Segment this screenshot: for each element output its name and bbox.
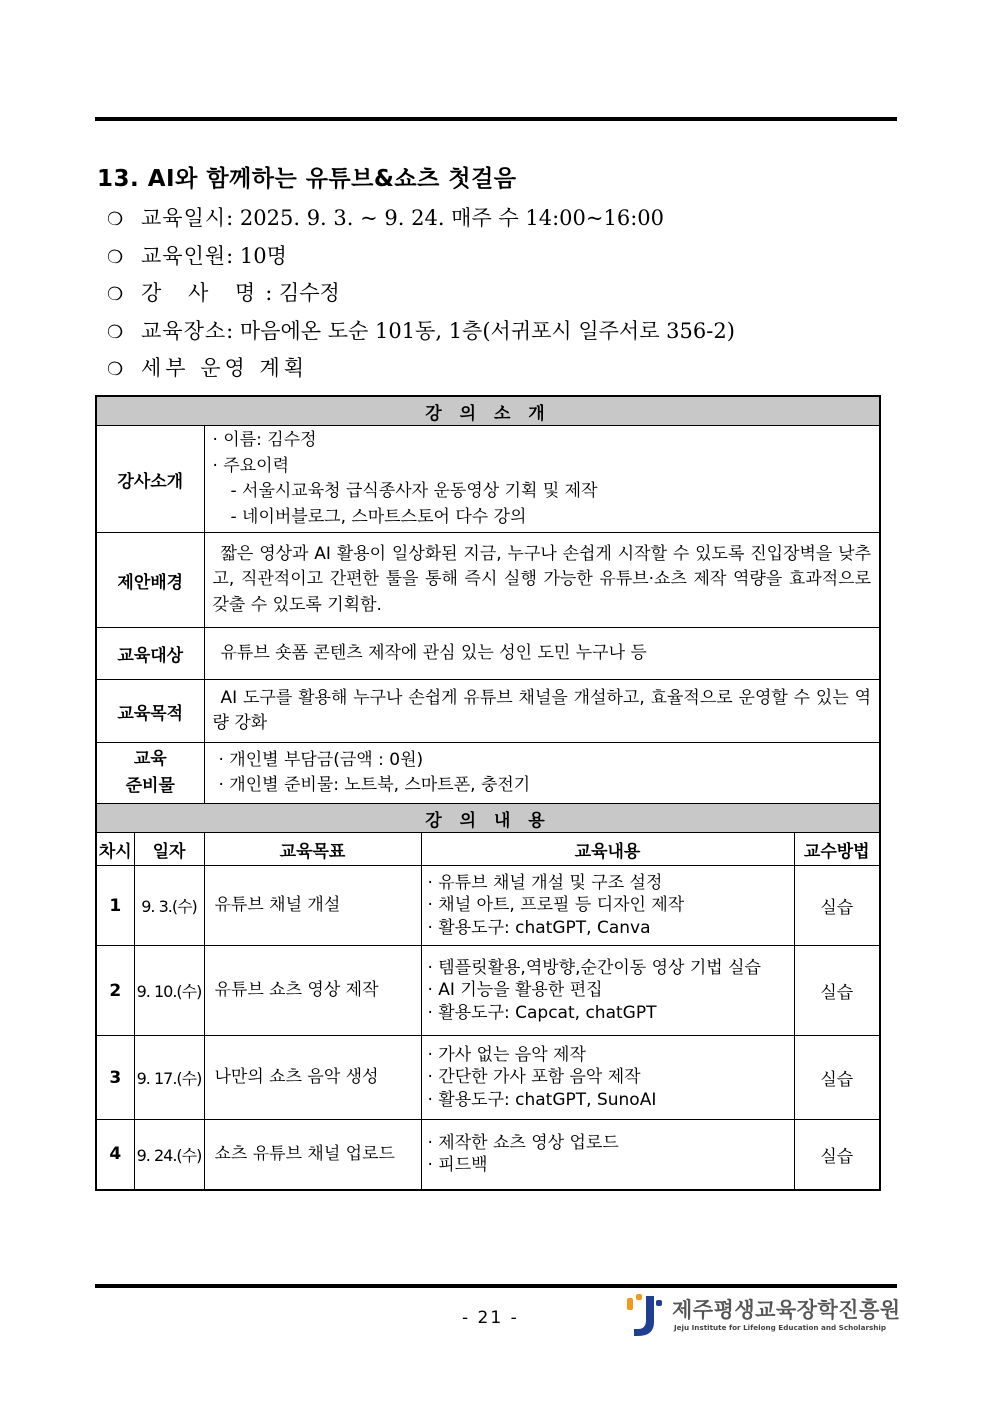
info-item-instructor: ❍ 강 사 명: 김수정 [107, 275, 735, 313]
instructor-cell: · 이름: 김수정 · 주요이력 - 서울시교육청 급식종사자 운동영상 기획 및 제작 - 네이버블로그, 스마트스토어 다수 강의 [204, 426, 880, 533]
col-header-date: 일자 [134, 833, 204, 866]
table-row: 2 9. 10.(수) 유튜브 쇼츠 영상 제작 · 템플릿활용,역방향,순간이동 영상 기법 실습 · AI 기능을 활용한 편집 · 활용도구: Capcat, chatGPT 실습 [96, 946, 880, 1036]
top-rule [95, 117, 897, 121]
col-header-content: 교육내용 [421, 833, 794, 866]
info-item-location: ❍ 교육장소: 마음에온 도순 101동, 1층(서귀포시 일주서로 356-2) [107, 313, 735, 351]
target-text: 유튜브 숏폼 콘텐츠 제작에 관심 있는 성인 도민 누구나 등 [204, 628, 880, 680]
materials-cell: · 개인별 부담금(금액 : 0원) · 개인별 준비물: 노트북, 스마트폰, 충전기 [204, 743, 880, 804]
col-header-method: 교수방법 [794, 833, 880, 866]
table-row: 3 9. 17.(수) 나만의 쇼츠 음악 생성 · 가사 없는 음악 제작 · 간단한 가사 포함 음악 제작 · 활용도구: chatGPT, SunoAI 실습 [96, 1036, 880, 1120]
background-text: 짧은 영상과 AI 활용이 일상화된 지금, 누구나 손쉽게 시작할 수 있도록 진입장벽을 낮추고, 직관적이고 간편한 툴을 통해 즉시 실행 가능한 유튜브·쇼츠 제작 역량을 효과적으로 갖출 수 있도록 기획함. [204, 533, 880, 628]
org-logo [624, 1292, 901, 1340]
objective-text: AI 도구를 활용해 누구나 손쉽게 유튜브 채널을 개설하고, 효율적으로 운영할 수 있는 역량 강화 [204, 680, 880, 743]
col-header-session: 차시 [96, 833, 134, 866]
objective-row [96, 680, 880, 743]
materials-header: 교육 준비물 [96, 743, 204, 804]
info-item-count: ❍ 교육인원: 10명 [107, 238, 735, 276]
org-name-korean: 제주평생교육장학진흥원 [672, 1298, 901, 1322]
intro-section-row [96, 396, 880, 426]
org-name-english: Jeju Institute for Lifelong Education and Scholarship [674, 1323, 886, 1332]
objective-header: 교육목적 [96, 680, 204, 743]
content-section-row [96, 804, 880, 833]
info-item-date: ❍ 교육일시: 2025. 9. 3. ~ 9. 24. 매주 수 14:00~16:00 [107, 200, 735, 238]
instructor-row [96, 426, 880, 533]
section-title: 13. AI와 함께하는 유튜브&쇼츠 첫걸음 [97, 166, 517, 192]
bullet-circle-icon: ❍ [107, 246, 124, 268]
bottom-rule [95, 1284, 897, 1288]
materials-row [96, 743, 880, 804]
background-header: 제안배경 [96, 533, 204, 628]
bullet-circle-icon: ❍ [107, 321, 124, 343]
target-row [96, 628, 880, 680]
info-list [107, 200, 735, 388]
target-header: 교육대상 [96, 628, 204, 680]
instructor-header: 강사소개 [96, 426, 204, 533]
table-row: 1 9. 3.(수) 유튜브 채널 개설 · 유튜브 채널 개설 및 구조 설정 · 채널 아트, 프로필 등 디자인 제작 · 활용도구: chatGPT, Canva 실습 [96, 866, 880, 946]
col-header-goal: 교육목표 [204, 833, 421, 866]
table-row: 4 9. 24.(수) 쇼츠 유튜브 채널 업로드 · 제작한 쇼츠 영상 업로드 · 피드백 실습 [96, 1120, 880, 1190]
bullet-circle-icon: ❍ [107, 359, 124, 380]
org-logo-icon [624, 1292, 666, 1340]
bullet-circle-icon: ❍ [107, 209, 124, 230]
intro-section-title: 강 의 소 개 [96, 396, 880, 426]
page-number: - 21 - [462, 1308, 519, 1328]
content-section-title: 강 의 내 용 [96, 804, 880, 833]
course-table [95, 395, 881, 1191]
background-row [96, 533, 880, 628]
column-header-row [96, 833, 880, 866]
bullet-circle-icon: ❍ [107, 284, 124, 305]
info-item-plan: ❍ 세부 운영 계획 [107, 350, 735, 388]
